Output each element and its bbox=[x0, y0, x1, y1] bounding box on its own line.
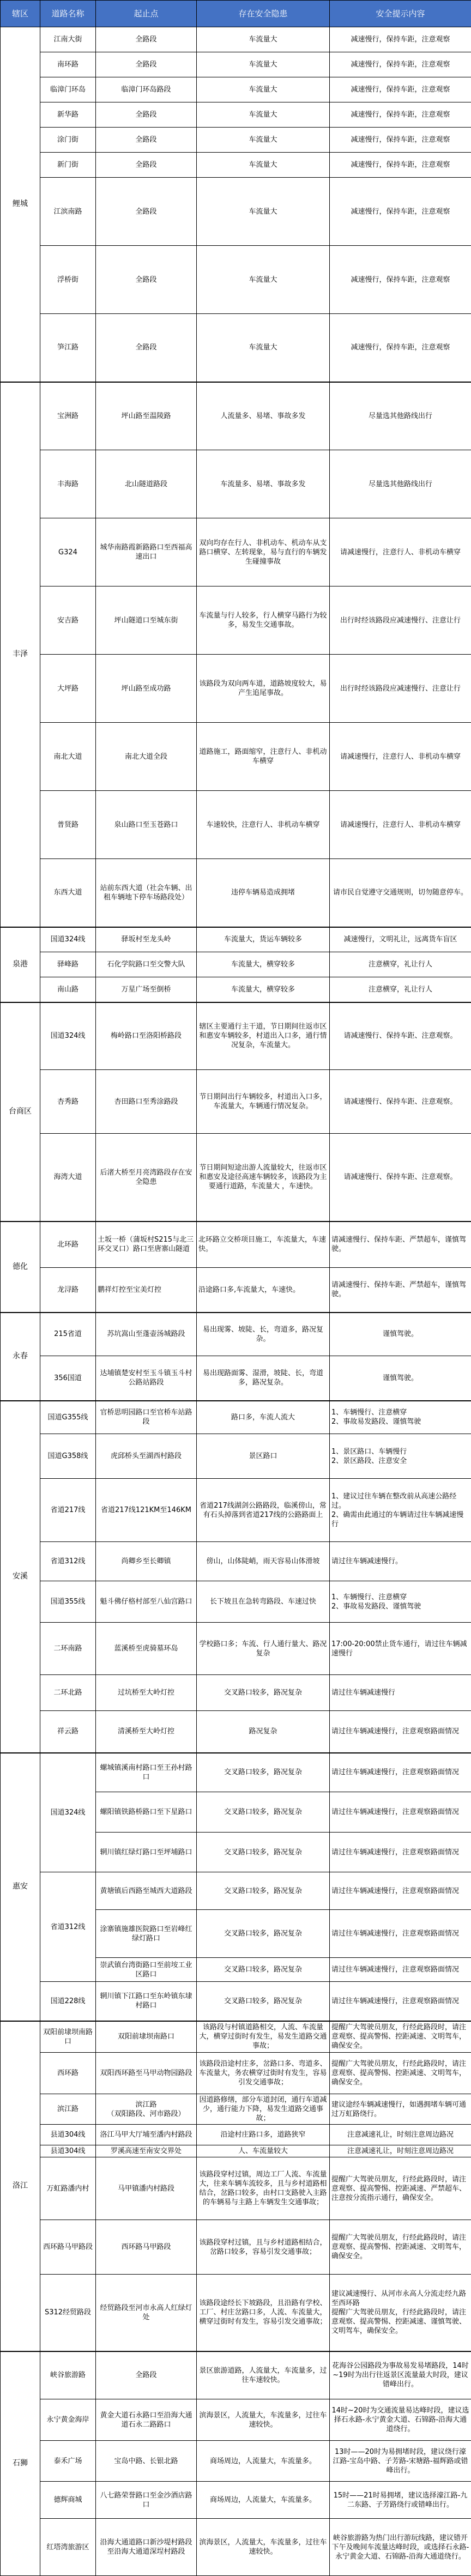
safety-tip-cell: 提醒广大驾驶员朋友，行经此路段时，请注意观察、提高警惕、控距减速、严禁超车、注意按分流指示通行，确保安全。 bbox=[330, 2157, 471, 2220]
road-name-cell: 龙浔路 bbox=[40, 1268, 96, 1313]
start-end-cell: 全路段 bbox=[96, 128, 197, 153]
road-name-cell: 县道304线 bbox=[40, 2125, 96, 2145]
table-row bbox=[1, 1623, 471, 1675]
start-end-cell: 全路段 bbox=[96, 314, 197, 382]
start-end-cell: 涂寨镇施雄医院路口至岩峰红绿灯路口 bbox=[96, 1910, 197, 1958]
hazard-cell: 交叉路口较多，路况复杂 bbox=[197, 1872, 330, 1910]
table-row bbox=[1, 77, 471, 102]
hazard-cell: 车流量大 bbox=[197, 153, 330, 178]
start-end-cell: 临漳门环岛路段 bbox=[96, 77, 197, 102]
safety-tip-cell: 注意横穿，礼让行人 bbox=[330, 952, 471, 977]
hazard-cell: 景区路口 bbox=[197, 1434, 330, 1479]
header-road-name: 道路名称 bbox=[40, 1, 96, 27]
road-name-cell: 笋江路 bbox=[40, 314, 96, 382]
hazard-cell: 违停车辆易造成拥堵 bbox=[197, 859, 330, 927]
start-end-cell: 全路段 bbox=[96, 2351, 197, 2399]
road-name-cell: 滨江路 bbox=[40, 2094, 96, 2125]
table-row bbox=[1, 1222, 471, 1268]
table-row bbox=[1, 2441, 471, 2482]
hazard-cell: 易出现雾、坡陡、长，弯道多，路况复杂。 bbox=[197, 1313, 330, 1356]
road-name-cell: 普贤路 bbox=[40, 791, 96, 859]
start-end-cell: 洛江马甲大厅埔至潘内村路段 bbox=[96, 2125, 197, 2145]
start-end-cell: 辋川镇红绿灯路口至坪埔路口 bbox=[96, 1833, 197, 1872]
header-start-end: 起止点 bbox=[96, 1, 197, 27]
start-end-cell: 梅岭路口至洛阳桥路段 bbox=[96, 1002, 197, 1070]
table-row bbox=[1, 153, 471, 178]
hazard-cell: 交叉路口较多，路况复杂 bbox=[197, 1958, 330, 1982]
road-name-cell: 国道324线 bbox=[40, 1753, 96, 1872]
hazard-cell: 交叉路口较多，路况复杂 bbox=[197, 1753, 330, 1792]
table-row bbox=[1, 128, 471, 153]
hazard-cell: 沿途路口多,车流量大，车速快。 bbox=[197, 1268, 330, 1313]
district-cell: 丰泽 bbox=[1, 382, 40, 927]
road-name-cell: 万虹路潘内村 bbox=[40, 2157, 96, 2220]
start-end-cell: 罗溪高速至南安交界处 bbox=[96, 2145, 197, 2157]
road-name-cell: 德辉商城 bbox=[40, 2482, 96, 2519]
safety-tip-cell: 请过往车辆减速慢行，注意观察路面情况 bbox=[330, 1833, 471, 1872]
safety-tip-cell: 尽量选其他路线出行 bbox=[330, 382, 471, 450]
start-end-cell: 马甲镇潘内村路段 bbox=[96, 2157, 197, 2220]
safety-tip-cell: 减速慢行，保持车距，注意观察 bbox=[330, 102, 471, 128]
hazard-cell: 车流量大 bbox=[197, 246, 330, 314]
start-end-cell: 后渚大桥至月亮湾路段存在安全隐患 bbox=[96, 1134, 197, 1222]
table-row bbox=[1, 723, 471, 791]
district-cell: 泉港 bbox=[1, 927, 40, 1002]
hazard-cell: 该路段途经长下坡路段，且沿路有学校、工厂、村庄岔路口多，人流、车流量大，横穿过街时有发生，容易引发交通事故； bbox=[197, 2275, 330, 2351]
safety-tip-cell: 请减速慢行、保持车距、注意观察。 bbox=[330, 1002, 471, 1070]
safety-tip-cell: 1、车辆慢行、注意横穿 2、事故易发路段、谨慎驾驶 bbox=[330, 1401, 471, 1434]
road-name-cell: 临漳门环岛 bbox=[40, 77, 96, 102]
hazard-cell: 易出现路面雾、湿滑，坡陡、长，弯道多，路况复杂。 bbox=[197, 1356, 330, 1401]
start-end-cell: 蓝溪桥至虎骑墓环岛 bbox=[96, 1623, 197, 1675]
safety-tip-cell: 请减速慢行，注意行人、非机动车横穿 bbox=[330, 518, 471, 586]
road-name-cell: G324 bbox=[40, 518, 96, 586]
table-row bbox=[1, 1675, 471, 1711]
hazard-cell: 该路段与村镇道路相交，人流、车流量大，横穿过街时有发生，易发生道路交通事故； bbox=[197, 2021, 330, 2053]
table-row bbox=[1, 518, 471, 586]
start-end-cell: 沿海大通道路口新沙堤村路段至沿海大通道深埕村路段 bbox=[96, 2519, 197, 2576]
road-name-cell: 南环路 bbox=[40, 52, 96, 77]
road-name-cell: 西环路 bbox=[40, 2053, 96, 2094]
road-name-cell: 永宁黄金海岸 bbox=[40, 2399, 96, 2441]
safety-tip-cell: 出行时经该路段应减速慢行、注意让行 bbox=[330, 655, 471, 723]
hazard-cell: 节日期间短途出游人流量较大，往返市区和惠安及途径高速车辆较多，该路段为主要通行道路，车流量大 ，车速快。 bbox=[197, 1134, 330, 1222]
start-end-cell: 土坂一桥（蒲坂村S215与北三环交叉口）路口至唐寨山隧道 bbox=[96, 1222, 197, 1268]
start-end-cell: 达埔镇楚安村至玉斗镇玉斗村公路站路段 bbox=[96, 1356, 197, 1401]
table-row bbox=[1, 2094, 471, 2125]
road-name-cell: 省道217线 bbox=[40, 1479, 96, 1542]
safety-tip-cell: 请过往车辆减速慢行，注意观察路面情况 bbox=[330, 1958, 471, 1982]
safety-tip-cell: 减速慢行，文明礼让，远离货车盲区 bbox=[330, 927, 471, 952]
hazard-cell: 交叉路口较多，路况复杂 bbox=[197, 1675, 330, 1711]
table-row bbox=[1, 2519, 471, 2576]
table-row bbox=[1, 1401, 471, 1434]
safety-tip-cell: 请过往车辆减速慢行，注意观察路面情况 bbox=[330, 1872, 471, 1910]
table-row bbox=[1, 2399, 471, 2441]
safety-tip-cell: 注意减速礼让，时刻注意周边路况 bbox=[330, 2125, 471, 2145]
table-row bbox=[1, 1872, 471, 1910]
road-name-cell: 省道312线 bbox=[40, 1542, 96, 1581]
safety-tip-cell: 尽量选其他路线出行 bbox=[330, 450, 471, 518]
safety-tip-cell: 1、车辆慢行、注意横穿 2、事故易发路段、谨慎驾驶 bbox=[330, 1581, 471, 1623]
safety-tip-cell: 减速慢行，保持车距，注意观察 bbox=[330, 153, 471, 178]
road-name-cell: 海湾大道 bbox=[40, 1134, 96, 1222]
safety-tip-cell: 减速慢行，保持车距，注意观察 bbox=[330, 246, 471, 314]
safety-tip-cell: 建议途经车辆减速慢行，如遇拥堵车辆可通过万虹路绕行。 bbox=[330, 2094, 471, 2125]
safety-tip-cell: 请减速慢行、保持车距、注意观察。 bbox=[330, 1134, 471, 1222]
table-row bbox=[1, 178, 471, 246]
road-name-cell: 省道312线 bbox=[40, 1872, 96, 1982]
start-end-cell: 黄金大道石永路口至沿海大通道石永二路路口 bbox=[96, 2399, 197, 2441]
safety-tip-cell: 请过往车辆减速慢行，注意观察路面情况 bbox=[330, 1711, 471, 1753]
hazard-cell: 辖区主要通行主干道，节日期间往返市区和惠安车辆较多，村道出入口多，通行情况复杂，车流量大。 bbox=[197, 1002, 330, 1070]
road-name-cell: 西环路马甲路段 bbox=[40, 2220, 96, 2275]
district-cell: 石狮 bbox=[1, 2351, 40, 2576]
safety-tip-cell: 请减速慢行、保持车距、严禁超车，谨慎驾驶。 bbox=[330, 1268, 471, 1313]
hazard-cell: 沿途村庄路口多，道路狭窄 bbox=[197, 2125, 330, 2145]
road-name-cell: S312经贸路段 bbox=[40, 2275, 96, 2351]
safety-tip-cell: 减速慢行，保持车距，注意观察 bbox=[330, 52, 471, 77]
road-name-cell: 驿峰路 bbox=[40, 952, 96, 977]
district-cell: 洛江 bbox=[1, 2021, 40, 2351]
district-cell: 台商区 bbox=[1, 1002, 40, 1222]
header-hazard: 存在安全隐患 bbox=[197, 1, 330, 27]
road-name-cell: 215省道 bbox=[40, 1313, 96, 1356]
table-row bbox=[1, 1434, 471, 1479]
table-row bbox=[1, 655, 471, 723]
hazard-cell: 滨海景区，人流量大，车流量多，过往车速较快。 bbox=[197, 2399, 330, 2441]
start-end-cell: 坪山隧道口至城东街 bbox=[96, 586, 197, 655]
table-body bbox=[1, 27, 471, 2576]
safety-tip-cell: 13时——20时为易拥堵时段，建议绕行濠江路-宝岛中路、子芳路-宋塘路-福辉路或错峰出行。 bbox=[330, 2441, 471, 2482]
table-row bbox=[1, 2053, 471, 2094]
start-end-cell: 八七路荣誉路口至金沙酒店路口 bbox=[96, 2482, 197, 2519]
start-end-cell: 双阳前埭坝南路口 bbox=[96, 2021, 197, 2053]
safety-tip-cell: 减速慢行，保持车距，注意观察 bbox=[330, 77, 471, 102]
safety-tip-cell: 减速慢行，保持车距，注意观察 bbox=[330, 314, 471, 382]
start-end-cell: 驿坂村至龙头岭 bbox=[96, 927, 197, 952]
road-name-cell: 南山路 bbox=[40, 977, 96, 1002]
safety-tip-cell: 峡谷旅游路为热门出行游玩线路，建议错开下午及晚间车流量达峰时段，或选择石永路-永宁黄金大道、石锦路-沿海大通道绕行。 bbox=[330, 2519, 471, 2576]
table-row bbox=[1, 2351, 471, 2399]
road-name-cell: 浮桥街 bbox=[40, 246, 96, 314]
table-row bbox=[1, 2275, 471, 2351]
hazard-cell: 节日期间出行车辆较多，村道出入口多，车流量大，车辆通行情况复杂。 bbox=[197, 1070, 330, 1134]
start-end-cell: 全路段 bbox=[96, 153, 197, 178]
safety-tip-cell: 请过往车辆减速慢行。 bbox=[330, 1542, 471, 1581]
hazard-cell: 商场周边，人流量大，车流量多。 bbox=[197, 2482, 330, 2519]
safety-tip-cell: 提醒广大驾驶员朋友，行经此路段时，请注意观察、提高警惕、控距减速、文明驾车，确保安全。 bbox=[330, 2053, 471, 2094]
hazard-cell: 车速较快，注意行人、非机动车横穿 bbox=[197, 791, 330, 859]
hazard-cell: 车流量大 bbox=[197, 178, 330, 246]
hazard-cell: 车流量大，横穿较多 bbox=[197, 977, 330, 1002]
safety-tip-cell: 提醒广大驾驶员朋友，行经此路段时，请注意观察、提高警惕、控距减速、文明驾车，确保安全。 bbox=[330, 2021, 471, 2053]
table-row bbox=[1, 2021, 471, 2053]
safety-tip-cell: 请减速慢行，注意行人、非机动车横穿 bbox=[330, 791, 471, 859]
start-end-cell: 全路段 bbox=[96, 246, 197, 314]
start-end-cell: 双阳西环路至马甲动物园路段 bbox=[96, 2053, 197, 2094]
hazard-cell: 交叉路口较多，路况复杂 bbox=[197, 1982, 330, 2021]
hazard-cell: 景区旅游道路，人流量大，车流量多，过往车速较快。 bbox=[197, 2351, 330, 2399]
safety-tip-cell: 请市民自觉遵守交通规则，切勿随意停车。 bbox=[330, 859, 471, 927]
hazard-cell: 长下坡且在急转弯路段、车速过快 bbox=[197, 1581, 330, 1623]
safety-tip-cell: 1、建议过往车辆在整改前从高速公路经过。 2、确需由此通过的车辆请过往车辆减速慢行 bbox=[330, 1479, 471, 1542]
safety-tip-cell: 出行时经该路段应减速慢行、注意让行 bbox=[330, 586, 471, 655]
table-row bbox=[1, 1313, 471, 1356]
table-row bbox=[1, 1542, 471, 1581]
start-end-cell: 全路段 bbox=[96, 52, 197, 77]
road-name-cell: 红塔湾旅游区 bbox=[40, 2519, 96, 2576]
start-end-cell: 石化学院路口至交警大队 bbox=[96, 952, 197, 977]
start-end-cell: 杏田路口至秀涂路段 bbox=[96, 1070, 197, 1134]
hazard-cell: 省道217线湖剑公路路段，临溪傍山，常有石头掉落到省道217线的公路路面上 bbox=[197, 1479, 330, 1542]
table-row bbox=[1, 977, 471, 1002]
table-row bbox=[1, 1982, 471, 2021]
table-header-row bbox=[1, 1, 471, 27]
start-end-cell: 全路段 bbox=[96, 102, 197, 128]
start-end-cell: 鹏祥灯控至宝美灯控 bbox=[96, 1268, 197, 1313]
safety-tip-cell: 谨慎驾驶。 bbox=[330, 1356, 471, 1401]
start-end-cell: 全路段 bbox=[96, 27, 197, 52]
hazard-cell: 该路段穿村过镇，周边工厂人流、车流量大，往来车辆车流较多，且与乡村道路相结合，岔路口较多，由村口支路驶入主路的车辆易与主路上车辆发生交通事故； bbox=[197, 2157, 330, 2220]
hazard-cell: 因道路修缮，部分车道封闭，通行车道减少，通行能力下降，易发生道路交通事故； bbox=[197, 2094, 330, 2125]
hazard-cell: 车流量大，货运车辆较多 bbox=[197, 927, 330, 952]
table-row bbox=[1, 2157, 471, 2220]
table-row bbox=[1, 27, 471, 52]
hazard-cell: 车流量大 bbox=[197, 52, 330, 77]
road-name-cell: 祥云路 bbox=[40, 1711, 96, 1753]
hazard-cell: 滨海景区，人流量大，车流量多，过往车速较快。 bbox=[197, 2519, 330, 2576]
hazard-cell: 该路段沿途村庄多，岔路口多、弯道多、车流量大，务农横穿过街时有发生，容易引发交通事故； bbox=[197, 2053, 330, 2094]
hazard-cell: 交叉路口较多，路况复杂 bbox=[197, 1792, 330, 1833]
hazard-cell: 傍山，山体陡峭，雨天容易山体滑坡 bbox=[197, 1542, 330, 1581]
hazard-cell: 车流量大 bbox=[197, 314, 330, 382]
road-name-cell: 北环路 bbox=[40, 1222, 96, 1268]
start-end-cell: 过坑桥至大岭灯控 bbox=[96, 1675, 197, 1711]
road-name-cell: 二环北路 bbox=[40, 1675, 96, 1711]
hazard-cell: 人、车流量较大 bbox=[197, 2145, 330, 2157]
safety-tip-cell: 1、景区路口、车辆慢行 2、景区路段、注意安全 bbox=[330, 1434, 471, 1479]
safety-tip-cell: 请过往车辆减速慢行，注意观察路面情况 bbox=[330, 1792, 471, 1833]
road-name-cell: 杏秀路 bbox=[40, 1070, 96, 1134]
table-row bbox=[1, 1479, 471, 1542]
table-row bbox=[1, 1268, 471, 1313]
table-row bbox=[1, 246, 471, 314]
road-name-cell: 安吉路 bbox=[40, 586, 96, 655]
start-end-cell: 螺城镇溪南村路口至王孙村路口 bbox=[96, 1753, 197, 1792]
table-row bbox=[1, 2220, 471, 2275]
table-row bbox=[1, 2145, 471, 2157]
safety-tip-cell: 建议减速慢行、从河市永高人分流走经九路至西环路 提醒广大驾驶员朋友，行经此路段时，请注意观察、提高警惕、控距减速、谨慎驾驶、文明驾车，确保安全。 bbox=[330, 2275, 471, 2351]
start-end-cell: 官桥思明园路口至官桥车站路段 bbox=[96, 1401, 197, 1434]
road-name-cell: 丰海路 bbox=[40, 450, 96, 518]
table-row bbox=[1, 2125, 471, 2145]
hazard-cell: 北环路立交桥项目施工，车流量大，车速快。 bbox=[197, 1222, 330, 1268]
hazard-cell: 道路施工，路面缩窄，注意行人、非机动车横穿 bbox=[197, 723, 330, 791]
hazard-cell: 该路段穿村过镇，且与乡村道路相结合，岔路口较多，容易引发交通事故； bbox=[197, 2220, 330, 2275]
table-row bbox=[1, 382, 471, 450]
road-name-cell: 江滨南路 bbox=[40, 178, 96, 246]
start-end-cell: 万星广场至倒桥 bbox=[96, 977, 197, 1002]
safety-tip-cell: 提醒广大驾驶员朋友，行经此路段时，请注意观察、提高警惕、控距减速、文明驾车，确保安全。 bbox=[330, 2220, 471, 2275]
safety-tip-cell: 请过往车辆减速慢行，注意观察路面情况 bbox=[330, 1910, 471, 1958]
hazard-cell: 车流量多、易堵、事故多发 bbox=[197, 450, 330, 518]
table-row bbox=[1, 314, 471, 382]
district-cell: 安溪 bbox=[1, 1401, 40, 1753]
table-row bbox=[1, 450, 471, 518]
hazard-cell: 双向均存在行人、非机动车、机动车从支路口横穿、左转现象，易与直行的车辆发生碰撞事故 bbox=[197, 518, 330, 586]
table-row bbox=[1, 859, 471, 927]
start-end-cell: 苏坑嵩山至蓬壶汤城路段 bbox=[96, 1313, 197, 1356]
road-name-cell: 国道324线 bbox=[40, 1002, 96, 1070]
road-name-cell: 新门街 bbox=[40, 153, 96, 178]
safety-tip-cell: 注意减速礼让，时刻注意周边路况 bbox=[330, 2145, 471, 2157]
hazard-cell: 交叉路口较多，路况复杂 bbox=[197, 1910, 330, 1958]
safety-tip-cell: 减速慢行，保持车距，注意观察 bbox=[330, 128, 471, 153]
road-name-cell: 新华路 bbox=[40, 102, 96, 128]
safety-tip-cell: 谨慎驾驶。 bbox=[330, 1313, 471, 1356]
table-row bbox=[1, 1002, 471, 1070]
start-end-cell: 西环路马甲路段 bbox=[96, 2220, 197, 2275]
road-name-cell: 泰禾广场 bbox=[40, 2441, 96, 2482]
hazard-cell: 商场周边，人流量大，车流量多。 bbox=[197, 2441, 330, 2482]
hazard-cell: 车流量与行人较多，行人横穿马路行为较多，易发生交通事故。 bbox=[197, 586, 330, 655]
start-end-cell: 辋川镇下江路口至东岭镇东埭村路口 bbox=[96, 1982, 197, 2021]
road-name-cell: 宝洲路 bbox=[40, 382, 96, 450]
start-end-cell: 北山隧道路段 bbox=[96, 450, 197, 518]
road-name-cell: 国道G358线 bbox=[40, 1434, 96, 1479]
hazard-cell: 车流量大 bbox=[197, 27, 330, 52]
road-name-cell: 县道304线 bbox=[40, 2145, 96, 2157]
safety-tip-cell: 14时~20时为交通流量易达峰时段，建议选择石永路-永宁黄金大道、石锦路-沿海大通道绕行。 bbox=[330, 2399, 471, 2441]
start-end-cell: 螺阳镇铁路桥路口至下星路口 bbox=[96, 1792, 197, 1833]
table-row bbox=[1, 952, 471, 977]
start-end-cell: 坪山路至成功路 bbox=[96, 655, 197, 723]
start-end-cell: 滨江路 （双阳路段、河市路段） bbox=[96, 2094, 197, 2125]
start-end-cell: 尚卿乡至长卿镇 bbox=[96, 1542, 197, 1581]
table-row bbox=[1, 1753, 471, 1792]
table-row bbox=[1, 927, 471, 952]
district-cell: 德化 bbox=[1, 1222, 40, 1313]
safety-tip-cell: 注意横穿，礼让行人 bbox=[330, 977, 471, 1002]
safety-tip-cell: 减速慢行，保持车距，注意观察 bbox=[330, 27, 471, 52]
hazard-cell: 车流量大 bbox=[197, 102, 330, 128]
start-end-cell: 省道217线121KM至146KM bbox=[96, 1479, 197, 1542]
start-end-cell: 全路段 bbox=[96, 178, 197, 246]
start-end-cell: 清溪桥至大岭灯控 bbox=[96, 1711, 197, 1753]
table-row bbox=[1, 102, 471, 128]
table-row bbox=[1, 2482, 471, 2519]
district-cell: 永春 bbox=[1, 1313, 40, 1401]
header-district: 辖区 bbox=[1, 1, 40, 27]
road-name-cell: 江南大街 bbox=[40, 27, 96, 52]
table-row bbox=[1, 1581, 471, 1623]
start-end-cell: 坪山路至温陵路 bbox=[96, 382, 197, 450]
safety-tip-cell: 减速慢行，保持车距，注意观察 bbox=[330, 178, 471, 246]
start-end-cell: 站前东西大道（社会车辆、出租车辆地下停车场路段处） bbox=[96, 859, 197, 927]
start-end-cell: 宝岛中路、长银北路 bbox=[96, 2441, 197, 2482]
start-end-cell: 虎邱桥头至湖西村路段 bbox=[96, 1434, 197, 1479]
road-name-cell: 356国道 bbox=[40, 1356, 96, 1401]
road-name-cell: 二环南路 bbox=[40, 1623, 96, 1675]
start-end-cell: 南北大道全段 bbox=[96, 723, 197, 791]
district-cell: 惠安 bbox=[1, 1753, 40, 2021]
hazard-cell: 交叉路口较多，路况复杂 bbox=[197, 1833, 330, 1872]
table-row bbox=[1, 1356, 471, 1401]
road-name-cell: 国道G355线 bbox=[40, 1401, 96, 1434]
hazard-cell: 该路段为双向两车道，道路坡度较大，易产生追尾事故。 bbox=[197, 655, 330, 723]
hazard-cell: 学校路口多；车流、行人通行量大、路况复杂 bbox=[197, 1623, 330, 1675]
road-name-cell: 国道228线 bbox=[40, 1982, 96, 2021]
road-name-cell: 涂门街 bbox=[40, 128, 96, 153]
table-row bbox=[1, 586, 471, 655]
road-name-cell: 南北大道 bbox=[40, 723, 96, 791]
safety-tip-cell: 17:00-20:00禁止货车通行，请过往车辆减速慢行 bbox=[330, 1623, 471, 1675]
start-end-cell: 魁斗佛仔格村部至八仙宫路口 bbox=[96, 1581, 197, 1623]
hazard-cell: 路口多，车流人流大 bbox=[197, 1401, 330, 1434]
safety-tip-cell: 请过往车辆减速慢行 bbox=[330, 1675, 471, 1711]
table-row bbox=[1, 52, 471, 77]
hazard-cell: 车流量大 bbox=[197, 128, 330, 153]
safety-tip-cell: 花海谷公园路段为事故易发易堵路段，14时~19时为出行往返景区流量最大时段，建议错峰出行。 bbox=[330, 2351, 471, 2399]
table-row bbox=[1, 1134, 471, 1222]
table-row bbox=[1, 791, 471, 859]
start-end-cell: 黄塘镇后西路至城西大道路段 bbox=[96, 1872, 197, 1910]
start-end-cell: 崇武镇台湾街路口至前垵工业区路口 bbox=[96, 1958, 197, 1982]
safety-tip-cell: 请过往车辆减速慢行，注意观察路面情况 bbox=[330, 1982, 471, 2021]
road-name-cell: 东西大道 bbox=[40, 859, 96, 927]
safety-tip-cell: 请减速慢行，注意行人、非机动车横穿 bbox=[330, 723, 471, 791]
road-name-cell: 双阳前埭坝南路口 bbox=[40, 2021, 96, 2053]
safety-tip-cell: 15时——21时易拥堵，建议选择濠江路-九二东路、子芳路绕行或错峰出行。 bbox=[330, 2482, 471, 2519]
table-row bbox=[1, 1070, 471, 1134]
road-name-cell: 峡谷旅游路 bbox=[40, 2351, 96, 2399]
road-name-cell: 大坪路 bbox=[40, 655, 96, 723]
start-end-cell: 城华南路霞新路路口至西福高速出口 bbox=[96, 518, 197, 586]
start-end-cell: 经贸路段至河市永高人红绿灯处 bbox=[96, 2275, 197, 2351]
hazard-cell: 车流量大 bbox=[197, 77, 330, 102]
table-row bbox=[1, 1711, 471, 1753]
road-name-cell: 国道355线 bbox=[40, 1581, 96, 1623]
safety-tip-cell: 请减速慢行、保持车距、注意观察。 bbox=[330, 1070, 471, 1134]
hazard-cell: 人流量多、易堵、事故多发 bbox=[197, 382, 330, 450]
hazard-cell: 车流量大，横穿较多 bbox=[197, 952, 330, 977]
header-tip: 安全提示内容 bbox=[330, 1, 471, 27]
start-end-cell: 泉山路口至玉苍路口 bbox=[96, 791, 197, 859]
hazard-cell: 路况复杂 bbox=[197, 1711, 330, 1753]
safety-tip-cell: 请过往车辆减速慢行，注意观察路面情况 bbox=[330, 1753, 471, 1792]
district-cell: 鲤城 bbox=[1, 27, 40, 382]
road-name-cell: 国道324线 bbox=[40, 927, 96, 952]
safety-tip-cell: 请减速慢行、保持车距、严禁超车，谨慎驾驶。 bbox=[330, 1222, 471, 1268]
